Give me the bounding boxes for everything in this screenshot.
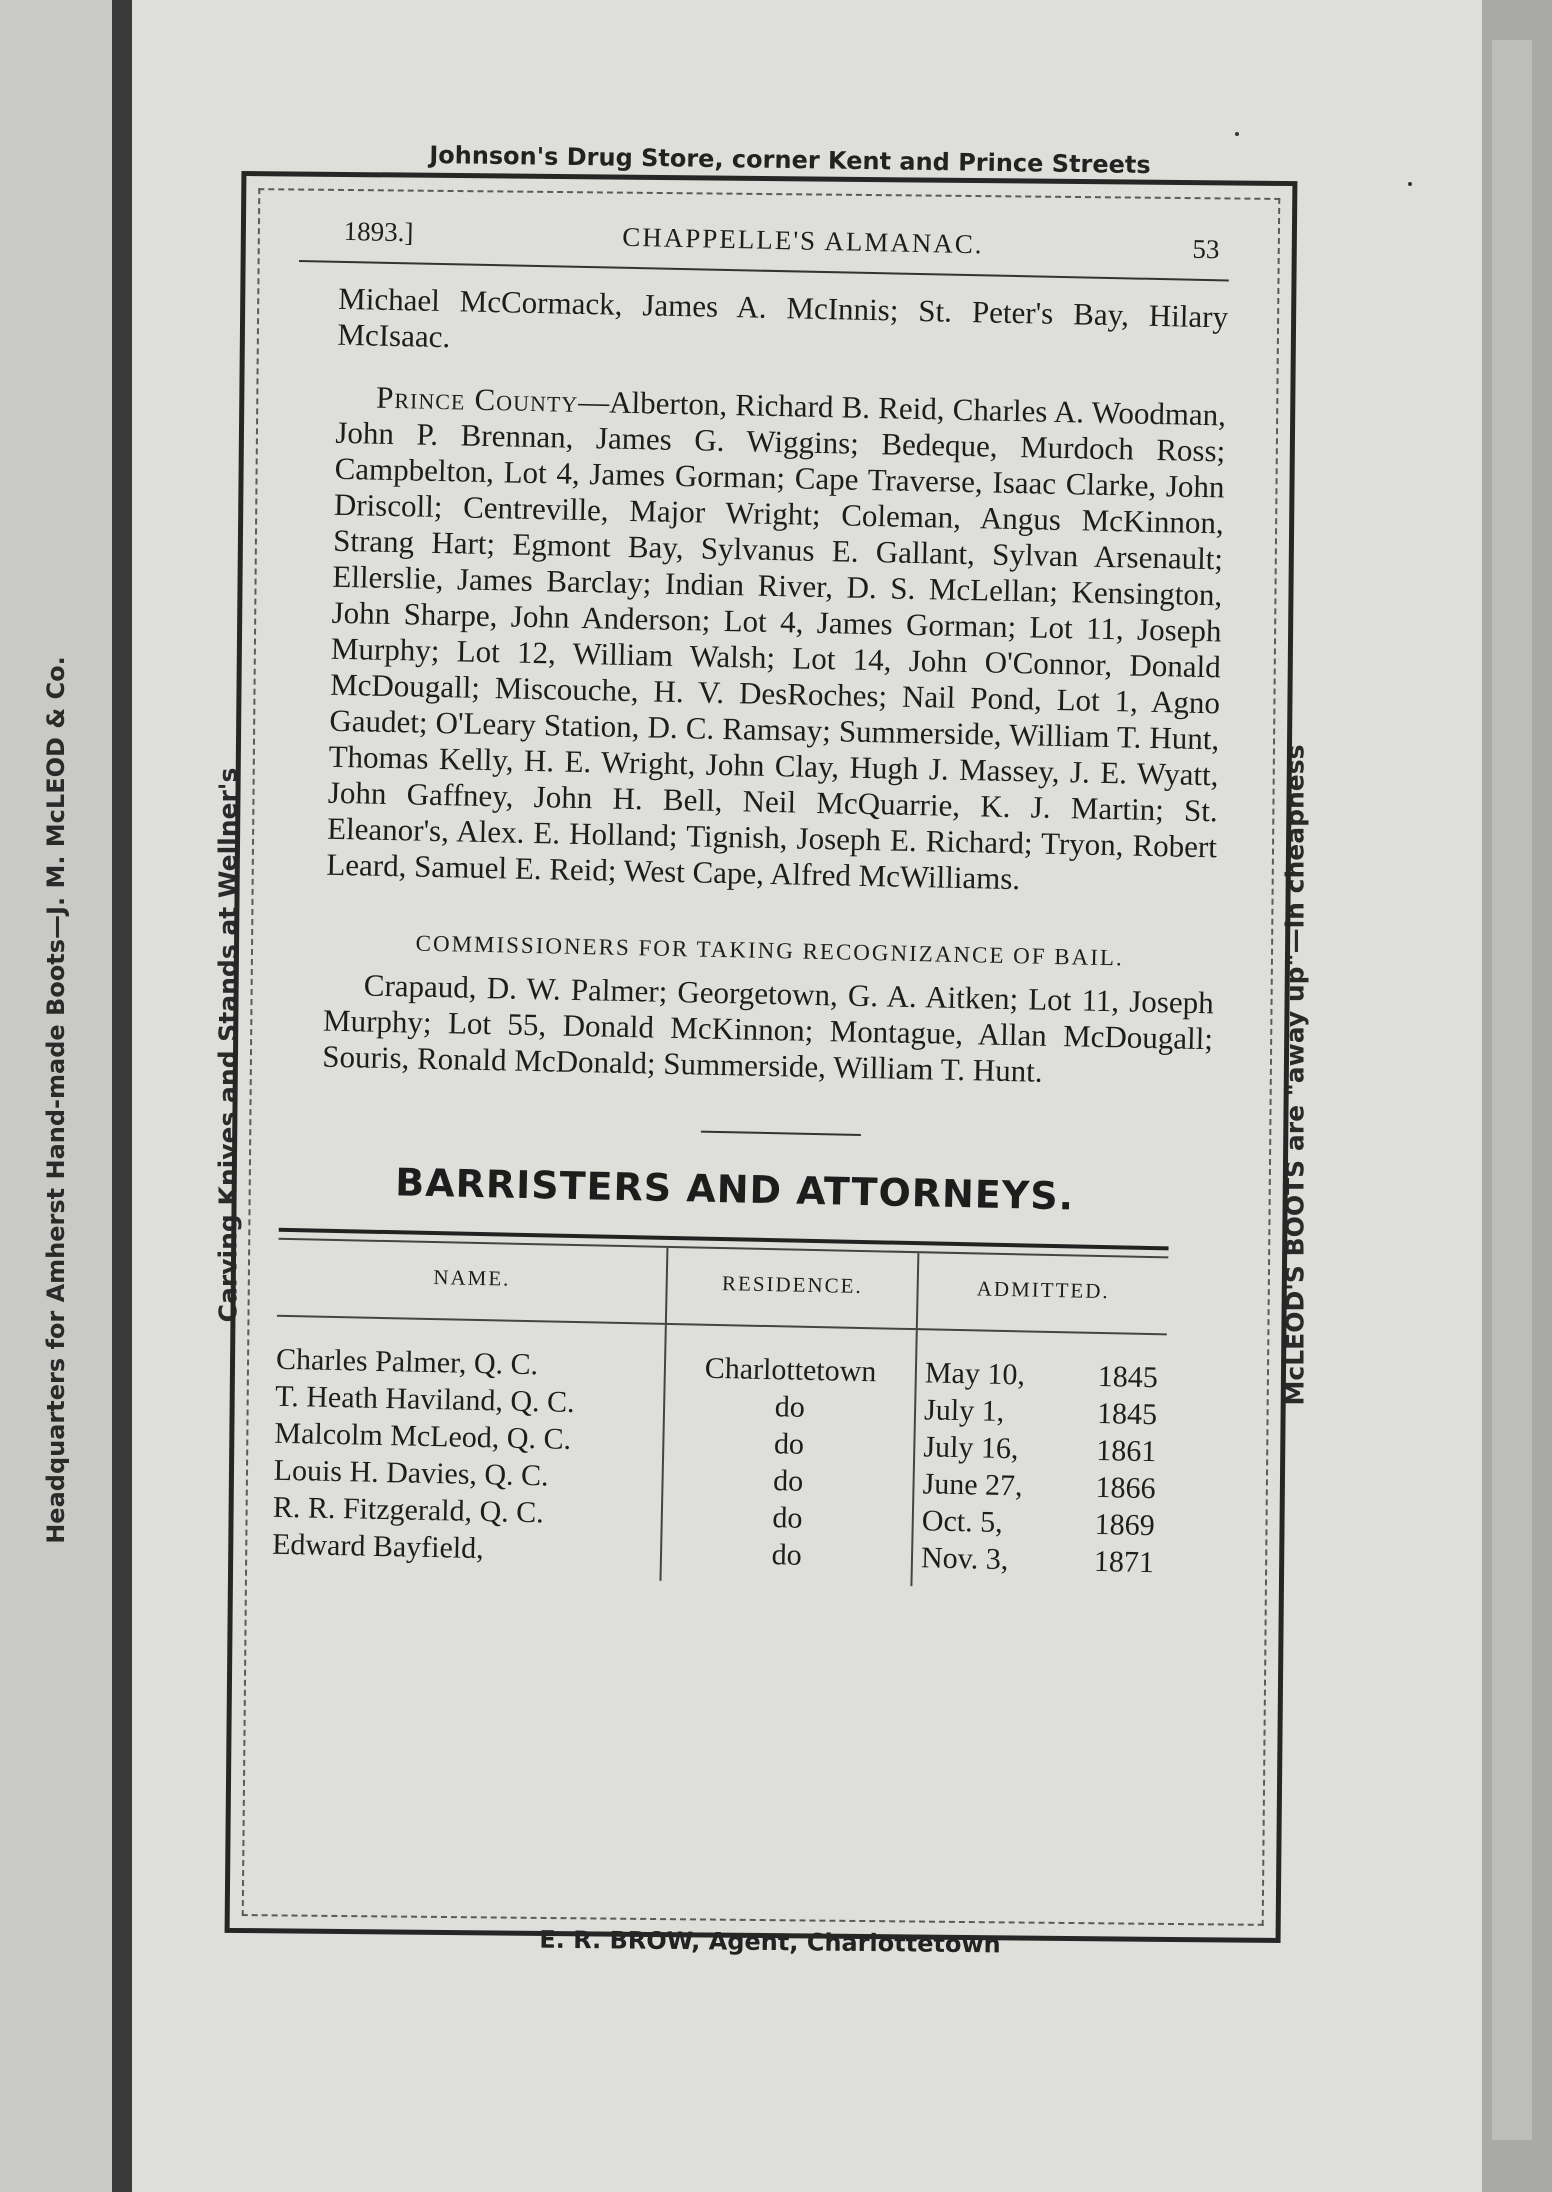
table-body bbox=[272, 1317, 1167, 1592]
row-residence: do bbox=[773, 1427, 805, 1461]
row-name: Louis H. Davies, Q. C. bbox=[273, 1453, 549, 1493]
column-header-name: NAME. bbox=[277, 1240, 667, 1325]
right-vertical-ad: McLEOD'S BOOTS are "away up"—in cheapness bbox=[1280, 744, 1310, 1406]
row-name: Charles Palmer, Q. C. bbox=[275, 1342, 539, 1382]
left-vertical-ad: Carving Knives and Stands at Wellner's bbox=[213, 767, 243, 1323]
row-residence: do bbox=[774, 1390, 806, 1424]
admitted-date: June 27, bbox=[922, 1467, 1023, 1503]
section-divider bbox=[701, 1131, 861, 1136]
admitted-year: 1869 bbox=[1094, 1507, 1156, 1543]
admitted-year: 1845 bbox=[1097, 1359, 1159, 1395]
row-name: Malcolm McLeod, Q. C. bbox=[274, 1416, 572, 1456]
barristers-table bbox=[272, 1228, 1169, 1592]
page-stack-inner bbox=[1492, 40, 1532, 2140]
admitted-year: 1871 bbox=[1093, 1544, 1155, 1580]
paragraph-prince-county bbox=[326, 379, 1226, 902]
admitted-date: Oct. 5, bbox=[921, 1504, 1004, 1539]
page-number: 53 bbox=[1192, 233, 1220, 265]
admitted-year: 1861 bbox=[1095, 1433, 1157, 1469]
header-title: CHAPPELLE'S ALMANAC. bbox=[621, 221, 984, 260]
row-admitted bbox=[923, 1428, 1157, 1470]
header-year: 1893.] bbox=[343, 215, 414, 248]
row-admitted bbox=[924, 1391, 1158, 1433]
row-residence: Charlottetown bbox=[704, 1351, 877, 1389]
bottom-ad: E. R. BROW, Agent, Charlottetown bbox=[539, 1925, 1001, 1959]
prince-county-body: —Alberton, Richard B. Reid, Charles A. Woodman, John P. Brennan, James G. Wiggins; Bedeque, Murdoch Ross; Campbelton, Lot 4, James Gorman; Cape Traverse, Isaac Clarke, John Driscoll; Centreville, Major Wright; Coleman, Angus McKinnon, Strang Hart; Egmont Bay, Sylvanus E. Gallant, Sylvan Arsenault; Ellerslie, James Barclay; Indian River, D. S. McLellan; Kensington, John Sharpe, John Anderson; Lot 4, James Gorman; Lot 11, Joseph Murphy; Lot 12, William Walsh; Lot 14, John O'Connor, Donald McDougall; Miscouche, H. V. DesRoches; Nail Pond, Lot 1, Agno Gaudet; O'Leary Station, D. C. Ramsay; Summerside, William T. Hunt, Thomas Kelly, H. E. Wright, John Clay, Hugh J. Massey, J. E. Wyatt, John Gaffney, John H. Bell, Neil McQuarrie, K. J. Martin; St. Eleanor's, Alex. E. Holland; Tignish, Joseph E. Richard; Tryon, Robert Leard, Samuel E. Reid; West Cape, Alfred McWilliams. bbox=[326, 383, 1227, 897]
admitted-date: May 10, bbox=[924, 1356, 1026, 1392]
admitted-year: 1866 bbox=[1095, 1470, 1156, 1506]
paragraph-commissioners: Crapaud, D. W. Palmer; Georgetown, G. A. Aitken; Lot 11, Joseph Murphy; Lot 55, Donald McKinnon; Montague, Allan McDougall; Souris, Ronald McDonald; Summerside, William T. Hunt. bbox=[322, 967, 1215, 1089]
row-admitted bbox=[921, 1502, 1155, 1544]
book-gutter bbox=[112, 0, 132, 2192]
row-admitted bbox=[921, 1539, 1155, 1581]
admitted-year: 1845 bbox=[1096, 1396, 1158, 1432]
paragraph-kings-continued: Michael McCormack, James A. McInnis; St. Peter's Bay, Hilary McIsaac. bbox=[337, 280, 1229, 355]
admitted-date: July 16, bbox=[923, 1430, 1019, 1466]
row-admitted bbox=[925, 1354, 1159, 1396]
admitted-date: July 1, bbox=[923, 1393, 1005, 1429]
row-residence: do bbox=[771, 1538, 803, 1572]
admitted-column bbox=[912, 1330, 1166, 1591]
barristers-heading: BARRISTERS AND ATTORNEYS. bbox=[394, 1160, 1075, 1219]
residence-column bbox=[660, 1325, 918, 1586]
row-residence: do bbox=[772, 1464, 804, 1498]
column-header-admitted: ADMITTED. bbox=[918, 1253, 1168, 1335]
row-admitted bbox=[922, 1465, 1156, 1507]
print-speck bbox=[1408, 182, 1412, 186]
page-content bbox=[272, 215, 1240, 1592]
admitted-date: Nov. 3, bbox=[920, 1541, 1009, 1577]
left-margin-ad: Headquarters for Amherst Hand-made Boots—J. M. McLEOD & Co. bbox=[42, 656, 70, 1544]
row-residence: do bbox=[772, 1501, 803, 1535]
row-name: T. Heath Haviland, Q. C. bbox=[274, 1379, 575, 1420]
print-speck bbox=[1235, 132, 1239, 136]
row-name: Edward Bayfield, bbox=[271, 1527, 485, 1566]
names-column bbox=[272, 1317, 665, 1581]
top-ad: Johnson's Drug Store, corner Kent and Prince Streets bbox=[429, 140, 1151, 180]
prince-county-lead: Prince County bbox=[375, 379, 579, 419]
row-name: R. R. Fitzgerald, Q. C. bbox=[272, 1490, 545, 1530]
commissioners-heading: COMMISSIONERS FOR TAKING RECOGNIZANCE OF BAIL. bbox=[415, 930, 1124, 971]
column-header-residence: RESIDENCE. bbox=[665, 1248, 919, 1330]
